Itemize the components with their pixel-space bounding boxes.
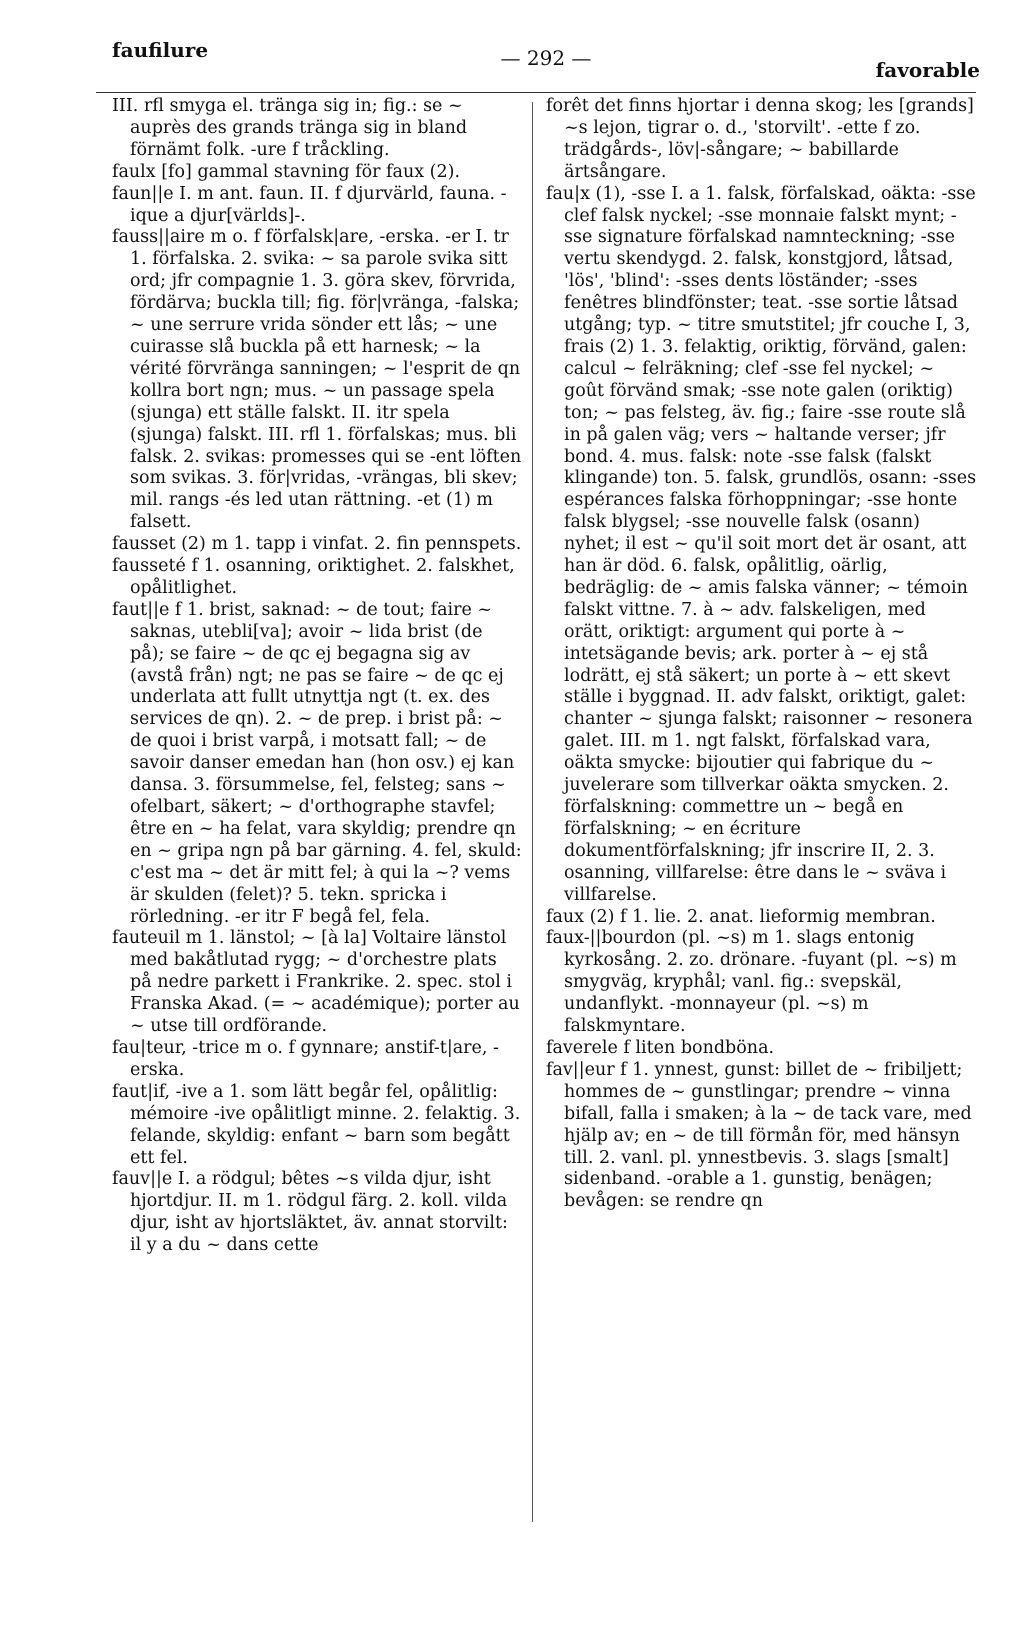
dictionary-entry: faulx [fo] gammal stavning för faux (2).: [112, 161, 461, 182]
dictionary-entry: III. rfl smyga el. tränga sig in; fig.: se ~ auprès des grands tränga sig in bland förnämt folk. -ure f tråckling.: [112, 96, 468, 160]
dictionary-entry: faun||e I. m ant. faun. II. f djurvärld, fauna. -ique a djur[världs]-.: [112, 183, 507, 226]
dictionary-entry: fauteuil m 1. länstol; ~ [à la] Voltaire länstol med bakåtlutad rygg; ~ d'orchestre plats på nedre parkett i Frankrike. 2. spec. stol i Franska Akad. (= ~ académique); porter au ~ utse till ordförande.: [112, 928, 520, 1037]
dictionary-entry: faut|if, -ive a 1. som lätt begår fel, opålitlig: mémoire -ive opålitligt minne. 2. felaktig. 3. felande, skyldig: enfant ~ barn som begått ett fel.: [112, 1081, 521, 1168]
dictionary-entry: fau|x (1), -sse I. a 1. falsk, förfalskad, oäkta: -sse clef falsk nyckel; -sse monnaie falskt mynt; -sse signature förfalskad namnteckning; -sse vertu skendygd. 2. falsk, konstgjord, låtsad, 'lös', 'blind': -sses dents löständer; -sses fenêtres blindfönster; teat. -sse sortie låtsad utgång; typ. ~ titre smutstitel; jfr couche I, 3, frais (2) 1. 3. felaktig, oriktig, förvänd, galen: calcul ~ felräkning; clef -sse fel nyckel; ~ goût förvänd smak; -sse note galen (oriktig) ton; ~ pas felsteg, äv. fig.; faire -sse route slå in på galen väg; vers ~ haltande verser; jfr bond. 4. mus. falsk: note -sse falsk (falskt klingande) ton. 5. falsk, grundlös, osann: -sses espérances falska förhoppningar; -sse honte falsk blygsel; -sse nouvelle falsk (osann) nyhet; il est ~ qu'il soit mort det är osant, att han är död. 6. falsk, opålitlig, oärlig, bedräglig: de ~ amis falska vänner; ~ témoin falskt vittne. 7. à ~ adv. falskeligen, med orätt, oriktigt: argument qui porte à ~ intetsägande bevis; ark. porter à ~ ej stå lodrätt, ej stå säkert; un porte à ~ ett skevt ställe i byggnad. II. adv falskt, oriktigt, galet: chanter ~ sjunga falskt; raisonner ~ resonera galet. III. m 1. ngt falskt, förfalskad vara, oäkta smycke: bijoutier qui fabrique du ~ juvelerare som tillverkar oäkta smycken. 2. förfalskning: commettre un ~ begå en förfalskning; ~ en écriture dokumentförfalskning; jfr inscrire II, 2. 3. osanning, villfarelse: être dans le ~ sväva i villfarelse.: [546, 183, 977, 905]
dictionary-entry: fau|teur, -trice m o. f gynnare; anstif-t|are, -erska.: [112, 1037, 499, 1080]
dictionary-entry: fauss||aire m o. f förfalsk|are, -erska. -er I. tr 1. förfalska. 2. svika: ~ sa parole svika sitt ord; jfr compagnie 1. 3. göra skev, förvrida, fördärva; buckla till; fig. för|vränga, -falska; ~ une serrure vrida sönder ett lås; ~ une cuirasse slå buckla på ett harnesk; ~ la vérité förvränga sanningen; ~ l'esprit de qn kollra bort ngn; mus. ~ un passage spela (sjunga) ett ställe falskt. II. itr spela (sjunga) falskt. III. rfl 1. förfalskas; mus. bli falsk. 2. svikas: promesses qui se -ent löften som svikas. 3. för|vridas, -vrängas, bli skev; mil. rangs -és led utan rättning. -et (1) m falsett.: [112, 227, 522, 533]
right-running-headword: favorable: [875, 58, 980, 82]
header-rule: [96, 92, 976, 93]
left-column: [112, 96, 522, 1257]
left-running-headword: faufilure: [112, 38, 209, 62]
page-header: [112, 38, 980, 82]
dictionary-entry: faux-||bourdon (pl. ~s) m 1. slags entonig kyrkosång. 2. zo. drönare. -fuyant (pl. ~s) m smygväg, kryphål; vanl. fig.: svepskäl, undanflykt. -monnayeur (pl. ~s) m falskmyntare.: [546, 928, 957, 1037]
page-number: — 292 —: [500, 46, 592, 70]
dictionary-entry: fausset (2) m 1. tapp i vinfat. 2. fin pennspets.: [112, 534, 522, 555]
dictionary-entry: fausseté f 1. osanning, oriktighet. 2. falskhet, opålitlighet.: [112, 556, 515, 598]
column-divider: [532, 102, 533, 1522]
dictionary-entry: faut||e f 1. brist, saknad: ~ de tout; faire ~ saknas, utebli[va]; avoir ~ lida brist (de på); se faire ~ de qc ej begagna sig av (avstå från) ngt; ne pas se faire ~ de qc ej underlata att fullt utnyttja ngt (t. ex. des services de qn). 2. ~ de prep. i brist på: ~ de quoi i brist varpå, i motsatt fall; ~ de savoir danser emedan han (hon osv.) ej kan dansa. 3. försummelse, fel, felsteg; sans ~ ofelbart, säkert; ~ d'orthographe stavfel; être en ~ ha felat, vara skyldig; prendre qn en ~ gripa ngn på bar gärning. 4. fel, skuld: c'est ma ~ det är mitt fel; à qui la ~? vems är skulden (felet)? 5. tekn. spricka i rörledning. -er itr F begå fel, fela.: [112, 599, 522, 927]
dictionary-entry: faux (2) f 1. lie. 2. anat. lieformig membran.: [546, 906, 936, 927]
dictionary-entry: forêt det finns hjortar i denna skog; les [grands] ~s lejon, tigrar o. d., 'storvilt'. -ette f zo. trädgårds-, löv|-sångare; ~ babillarde ärtsångare.: [546, 96, 974, 182]
right-column: [546, 96, 978, 1213]
dictionary-entry: faverele f liten bondböna.: [546, 1037, 775, 1058]
dictionary-entry: fauv||e I. a rödgul; bêtes ~s vilda djur, isht hjortdjur. II. m 1. rödgul färg. 2. koll. vilda djur, isht av hjortsläktet, äv. annat storvilt: il y a du ~ dans cette: [112, 1169, 508, 1256]
dictionary-entry: fav||eur f 1. ynnest, gunst: billet de ~ fribiljett; hommes de ~ gunstlingar; prendre ~ vinna bifall, falla i smaken; à la ~ de tack vare, med hjälp av; en ~ de till förmån för, med hänsyn till. 2. vanl. pl. ynnestbevis. 3. slags [smalt] sidenband. -orable a 1. gunstig, benägen; bevågen: se rendre qn: [546, 1059, 972, 1212]
